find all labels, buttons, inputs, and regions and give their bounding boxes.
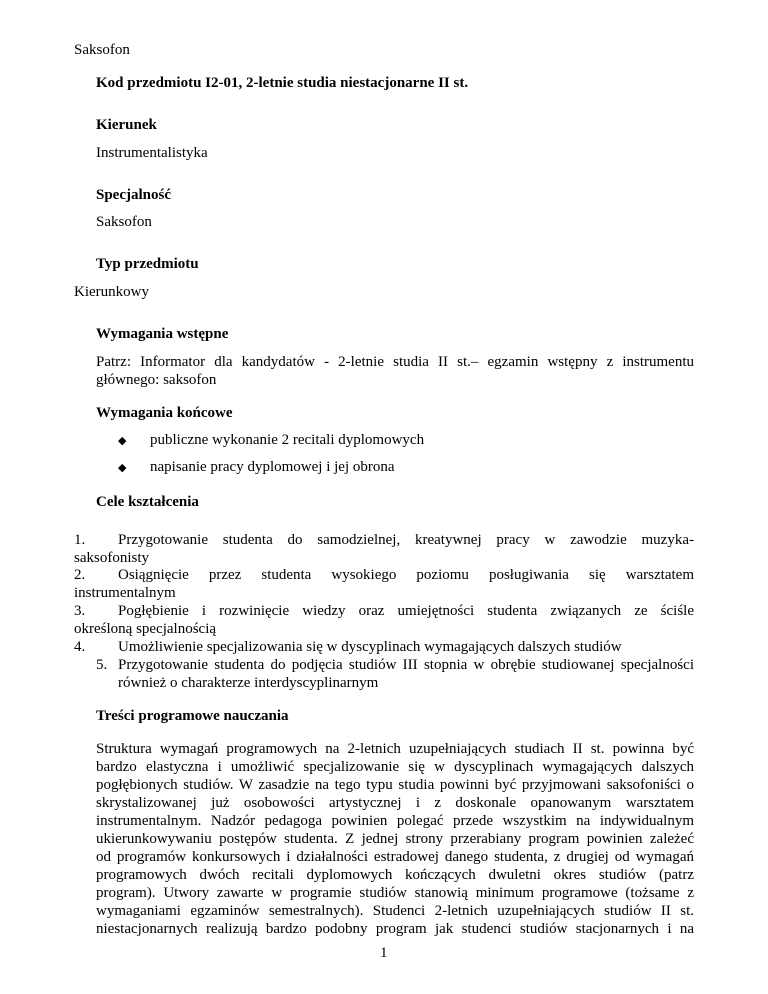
cele-item-line1: Przygotowanie studenta do podjęcia studiów III stopnia w obrębie studiowanej specjalności [118,657,694,673]
tresci-line: niestacjonarnych realizują bardzo podobny program jak studenci studiów stacjonarnych i na [96,921,694,937]
cele-num: 5. [96,657,108,673]
cele-item-line1: Umożliwienie specjalizowania się w dyscyplinach wymagających dalszych studiów [118,639,622,655]
tresci-line: instrumentalnym. Nadzór pedagoga powinien polegać przede wszystkim na indywidualnym [96,813,694,829]
tresci-line: od programów konkursowych i działalności estradowej danego studenta, z drugiej od wymagań [96,849,694,865]
specjalnosc-label: Specjalność [96,187,171,203]
specjalnosc-value: Saksofon [96,214,152,230]
cele-item-line2: również o charakterze interdyscyplinarnym [118,675,379,691]
cele-item-line1: Pogłębienie i rozwinięcie wiedzy oraz umiejętności studenta związanych ze ściśle [118,603,694,619]
cele-item-line2: określoną specjalnością [74,621,217,637]
header-title: Saksofon [74,42,130,58]
wymagania-koncowe-item: publiczne wykonanie 2 recitali dyplomowych [150,432,425,448]
cele-label: Cele kształcenia [96,494,199,510]
wymagania-wstepne-line2: głównego: saksofon [96,372,217,388]
cele-num: 3. [74,603,86,619]
tresci-line: skrystalizowanej już osobowości artystycznej i z doskonale opanowanym warsztatem [96,795,694,811]
tresci-line: program). Utwory zawarte w programie studiów stanowią minimum programowe (tożsame z [96,885,694,901]
cele-item-line1: Przygotowanie studenta do samodzielnej, kreatywnej pracy w zawodzie muzyka- [118,532,694,548]
tresci-line: programowych dwóch recitali dyplomowych kończących dwuletni okres studiów (patrz [96,867,694,883]
wymagania-wstepne-line1: Patrz: Informator dla kandydatów - 2-letnie studia II st.– egzamin wstępny z instrumentu [96,354,694,370]
tresci-label: Treści programowe nauczania [96,708,289,724]
wymagania-wstepne-label: Wymagania wstępne [96,326,229,342]
typ-label: Typ przedmiotu [96,256,199,272]
cele-item-line2: instrumentalnym [74,585,176,601]
tresci-line: pogłębionych studiów. W zasadzie na tego typu studia powinni być przyjmowani saksofoniści o [96,777,694,793]
cele-num: 4. [74,639,86,655]
cele-item-line1: Osiągnięcie przez studenta wysokiego poziomu posługiwania się warsztatem [118,567,694,583]
tresci-line: wymaganiami egzaminów semestralnych). Studenci 2-letnich uzupełniających studiów II st. [96,903,694,919]
tresci-line: Struktura wymagań programowych na 2-letnich uzupełniających studiach II st. powinna być [96,741,694,757]
diamond-bullet-icon: ◆ [118,435,127,447]
course-code: Kod przedmiotu I2-01, 2-letnie studia niestacjonarne II st. [96,75,469,91]
kierunek-label: Kierunek [96,117,157,133]
tresci-line: ukierunkowywaniu postępów studenta. Z jednej strony przerabiany program powinien zależeć [96,831,694,847]
cele-num: 1. [74,532,86,548]
typ-value: Kierunkowy [74,284,149,300]
kierunek-value: Instrumentalistyka [96,145,208,161]
cele-num: 2. [74,567,86,583]
diamond-bullet-icon: ◆ [118,462,127,474]
tresci-line: bardzo elastyczna i umożliwić specjalizowanie się w dyscyplinach wymagających dalszych [96,759,694,775]
cele-item-line2: saksofonisty [74,550,149,566]
wymagania-koncowe-label: Wymagania końcowe [96,405,233,421]
wymagania-koncowe-item: napisanie pracy dyplomowej i jej obrona [150,459,395,475]
page-number: 1 [380,945,388,961]
